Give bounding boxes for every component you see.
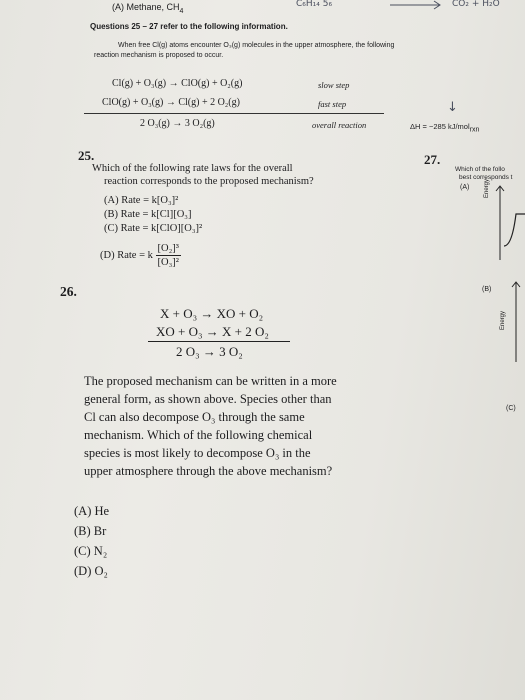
delta-h-value: ΔH = −285 kJ/mol [410,122,470,131]
mechanism-step1: Cl(g) + O₃(g) → ClO(g) + O₂(g) [112,78,243,89]
top-item-text: Methane, CH [126,2,180,12]
q25-stem-line2: reaction corresponds to the proposed mechanism? [104,176,314,187]
q27-energy-diagram-b [510,282,525,362]
mechanism-step2-label: fast step [318,99,347,109]
q25-choice-d-numerator: [O₂]³ [157,243,179,254]
q27-choice-c-label[interactable]: (C) [506,405,516,412]
q27-energy-diagram-a [494,186,525,266]
q27-axis-label-b: Energy [500,310,506,330]
delta-h-sub: rxn [469,126,480,134]
q26-choice-c[interactable]: (C) N₂ [74,544,108,558]
mechanism-overall: 2 O₃(g) → 3 O₂(g) [140,118,215,129]
mechanism-step1-label: slow step [318,80,350,90]
top-item-label: (A) [112,2,124,12]
handwritten-scribble-right: CO₂ + H₂O [452,0,500,9]
q26-mechanism-overall: 2 O₃ → 3 O₂ [176,344,243,359]
q25-number: 25. [78,148,95,163]
q25-choice-d-fraction [156,242,181,269]
q26-choice-d[interactable]: (D) O₂ [74,564,108,578]
q27-stem-line2: best corresponds t [459,174,513,181]
q26-choice-b[interactable]: (B) Br [74,524,107,538]
q26-paragraph-line2: general form, as shown above. Species other than [84,392,332,406]
top-item-sub: 4 [179,7,184,15]
q26-choice-a[interactable]: (A) He [74,504,110,518]
mechanism-overall-label: overall reaction [312,120,367,130]
q26-mechanism-step2: XO + O₃ → X + 2 O₂ [156,324,269,339]
q26-paragraph-line6: upper atmosphere through the above mechanism? [84,464,333,478]
q26-number: 26. [60,284,77,299]
q25-stem-text1: Which of the following rate laws for the overall [92,163,293,174]
top-item [112,2,183,15]
q26-paragraph-line3: Cl can also decompose O₃ through the same [84,410,305,424]
q25-choice-c[interactable]: (C) Rate = k[ClO][O₃]² [104,223,203,234]
q26-paragraph-line4: mechanism. Which of the following chemical [84,428,313,442]
q27-choice-a-label[interactable]: (A) [460,184,470,191]
q26-sum-line [148,341,290,342]
intro-line2: reaction mechanism is proposed to occur. [94,52,224,59]
questions-heading: Questions 25 – 27 refer to the following information. [90,22,288,31]
q25-choice-d-denominator: [O₃]² [157,257,179,268]
q26-mechanism-step1: X + O₃ → XO + O₂ [160,306,264,321]
handwritten-scribble: C₆H₁₄ 5₆ [296,0,333,9]
q26-paragraph-line1: The proposed mechanism can be written in a more [84,374,337,388]
handwritten-check-mark: ↓ [447,100,458,115]
q27-stem-line1: Which of the follo [455,166,505,173]
q27-axis-label-a: Energy [484,178,490,198]
mechanism-step2: ClO(g) + O₃(g) → Cl(g) + 2 O₂(g) [102,97,240,108]
q27-number: 27. [424,152,441,167]
q25-choice-a[interactable]: (A) Rate = k[O₃]² [104,195,179,206]
mechanism-sum-line [84,113,384,114]
intro-line1: When free Cl(g) atoms encounter O₃(g) molecules in the upper atmosphere, the following [118,42,395,49]
handwritten-arrow [390,0,450,10]
q26-paragraph-line5: species is most likely to decompose O₃ in the [84,446,311,460]
delta-h [410,122,479,134]
q25-choice-d-label: (D) Rate = k [100,249,153,261]
q27-choice-b-label[interactable]: (B) [482,286,492,293]
q25-choice-b[interactable]: (B) Rate = k[Cl][O₃] [104,209,192,220]
q25-stem-line1 [92,162,293,175]
q25-choice-d[interactable] [100,242,181,269]
